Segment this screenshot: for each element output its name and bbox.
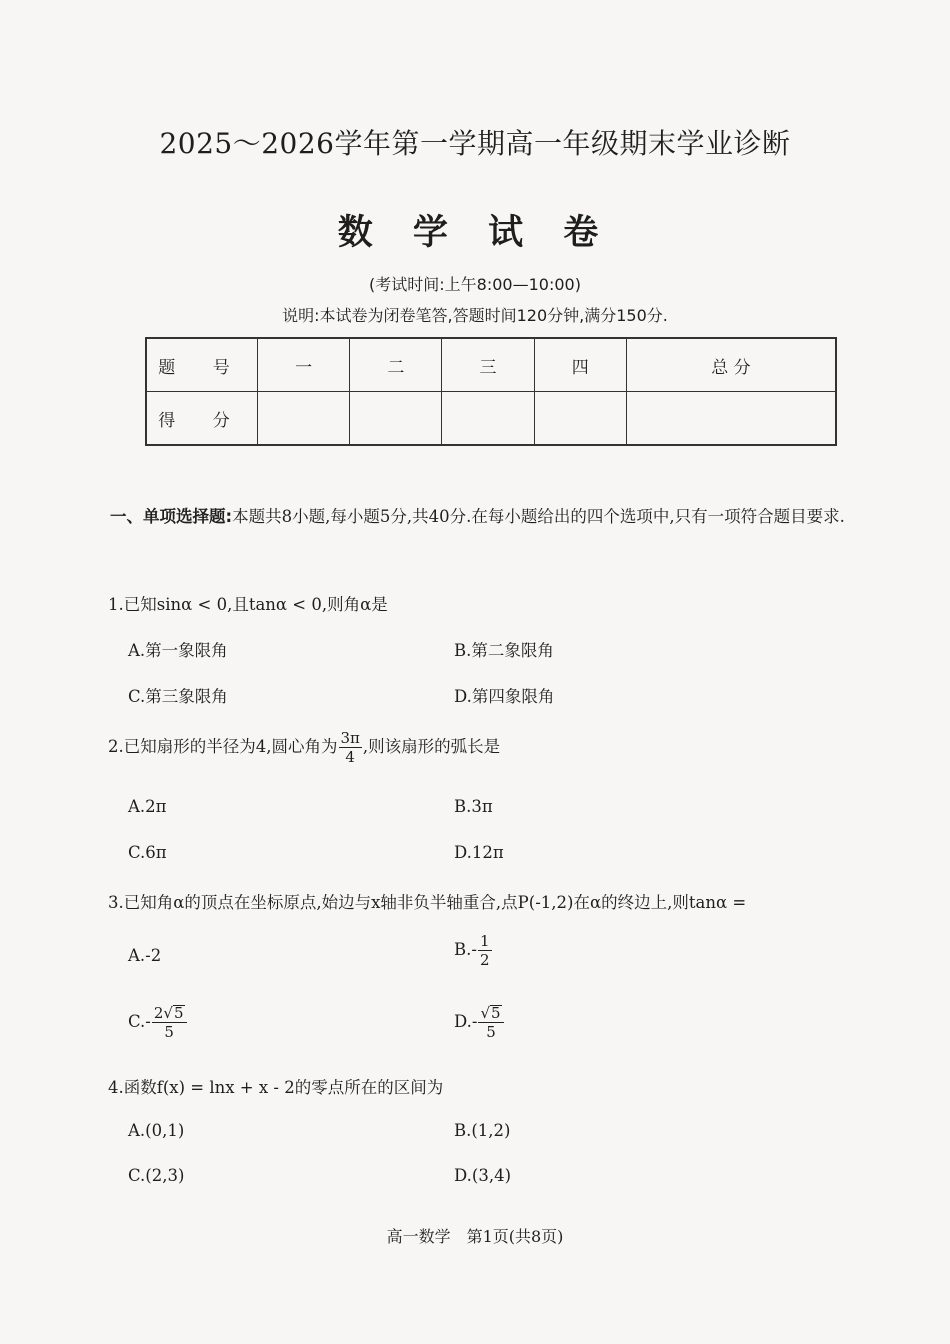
question-2-option-a: A.2π xyxy=(128,797,167,816)
fraction xyxy=(478,1004,503,1041)
section-text: 本题共8小题,每小题5分,共40分.在每小题给出的四个选项中,只有一项符合题目要求. xyxy=(232,507,845,526)
exam-title: 2025～2026学年第一学期高一年级期末学业诊断 xyxy=(159,127,791,160)
question-2-option-b: B.3π xyxy=(454,797,493,816)
question-1-option-d: D.第四象限角 xyxy=(454,687,555,706)
option-prefix: C.- xyxy=(128,1012,151,1031)
score-table-cell: 二 xyxy=(350,338,442,392)
fraction xyxy=(478,932,492,969)
question-4-option-d: D.(3,4) xyxy=(454,1166,512,1185)
fraction-denominator: 5 xyxy=(164,1023,174,1041)
question-2-option-c: C.6π xyxy=(128,843,167,862)
score-table-cell: 题 号 xyxy=(146,338,258,392)
fraction-numerator: 1 xyxy=(479,932,490,950)
option-prefix: B.- xyxy=(454,940,477,959)
score-table-cell: 四 xyxy=(534,338,626,392)
exam-subtitle: 数 学 试 卷 xyxy=(337,213,613,253)
question-3-stem: 3.已知角α的顶点在坐标原点,始边与x轴非负半轴重合,点P(-1,2)在α的终边上,则tanα = xyxy=(108,893,747,912)
score-input-cell xyxy=(350,392,442,446)
fraction xyxy=(152,1004,187,1041)
score-table-cell: 三 xyxy=(442,338,534,392)
question-4-option-a: A.(0,1) xyxy=(128,1121,185,1140)
option-prefix: D.- xyxy=(454,1012,478,1031)
question-3-option-b xyxy=(454,932,493,969)
score-table-cell: 得 分 xyxy=(146,392,258,446)
score-table-header-row xyxy=(146,338,836,392)
question-1-option-c: C.第三象限角 xyxy=(128,687,228,706)
score-table xyxy=(145,337,837,446)
fraction xyxy=(339,729,362,766)
score-table-cell: 总 分 xyxy=(626,338,836,392)
section-label: 一、单项选择题: xyxy=(110,507,233,526)
exam-note: 说明:本试卷为闭卷笔答,答题时间120分钟,满分150分. xyxy=(282,306,668,325)
score-input-cell xyxy=(442,392,534,446)
question-2-stem-post: ,则该扇形的弧长是 xyxy=(362,737,501,756)
question-2-stem-pre: 2.已知扇形的半径为4,圆心角为 xyxy=(108,737,338,756)
section-instructions xyxy=(110,493,880,540)
radicand: 5 xyxy=(173,1004,184,1022)
score-input-cell xyxy=(534,392,626,446)
fraction-numerator: √5 xyxy=(478,1004,503,1023)
question-2-stem xyxy=(108,729,500,766)
fraction-numerator: 2√5 xyxy=(152,1004,187,1023)
question-1-stem: 1.已知sinα < 0,且tanα < 0,则角α是 xyxy=(108,595,388,614)
question-2-option-d: D.12π xyxy=(454,843,504,862)
question-3-option-d xyxy=(454,1004,505,1041)
score-table-score-row xyxy=(146,392,836,446)
question-4-option-b: B.(1,2) xyxy=(454,1121,511,1140)
fraction-numerator: 3π xyxy=(340,729,360,747)
exam-time: (考试时间:上午8:00—10:00) xyxy=(369,275,581,294)
question-4-stem: 4.函数f(x) = lnx + x - 2的零点所在的区间为 xyxy=(108,1078,444,1097)
question-4-option-c: C.(2,3) xyxy=(128,1166,185,1185)
question-3-option-a: A.-2 xyxy=(128,946,162,965)
score-input-cell xyxy=(258,392,350,446)
question-3-option-c xyxy=(128,1004,188,1041)
fraction-denominator: 4 xyxy=(345,748,355,766)
fraction-denominator: 2 xyxy=(479,951,490,969)
page-footer: 高一数学 第1页(共8页) xyxy=(386,1227,564,1246)
score-input-cell xyxy=(626,392,836,446)
radicand: 5 xyxy=(491,1004,501,1022)
coefficient: 2 xyxy=(153,1004,164,1022)
question-1-option-a: A.第一象限角 xyxy=(128,641,228,660)
score-table-cell: 一 xyxy=(258,338,350,392)
question-1-option-b: B.第二象限角 xyxy=(454,641,554,660)
fraction-denominator: 5 xyxy=(486,1023,496,1041)
